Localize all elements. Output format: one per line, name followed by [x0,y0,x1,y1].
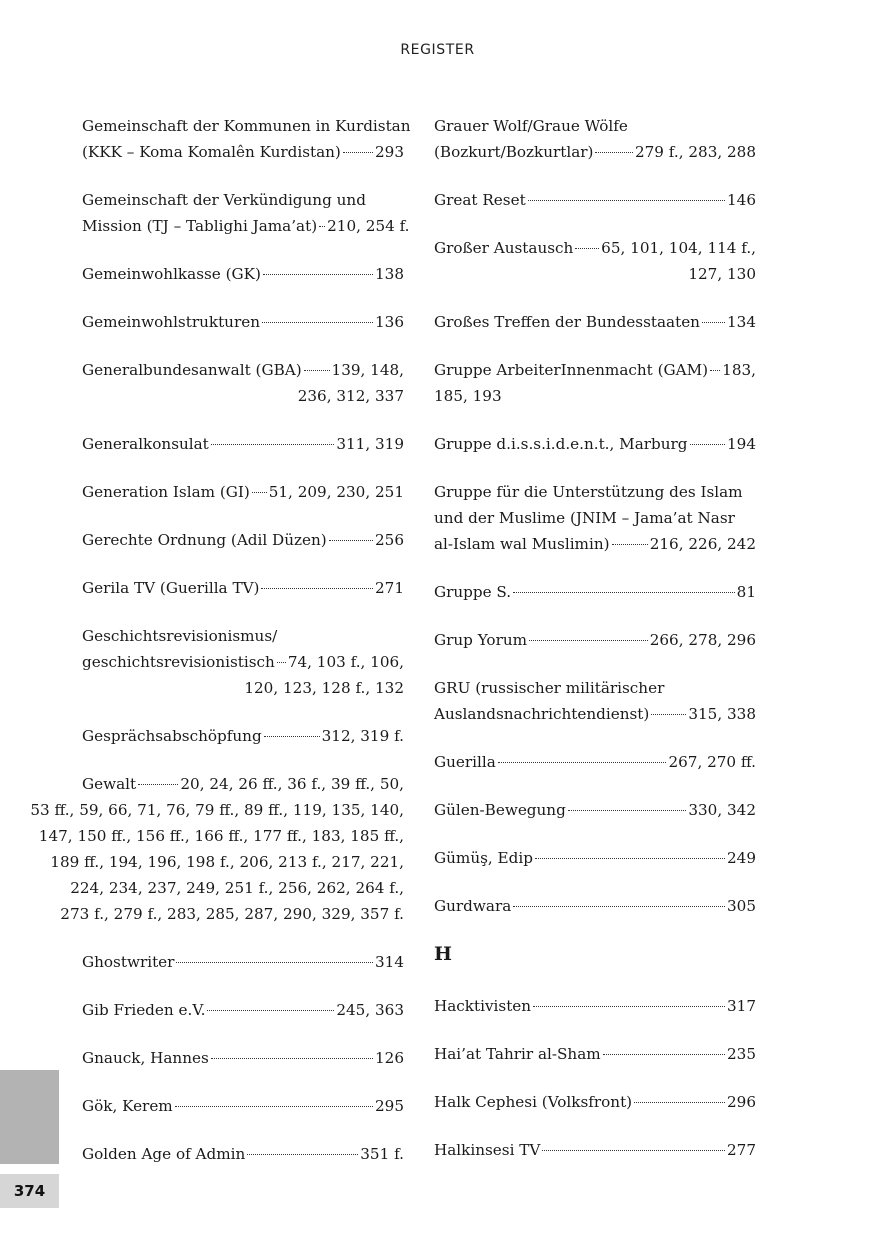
entry-term-line [82,431,404,457]
index-entry [82,113,411,165]
entry-term-line [434,845,756,871]
entry-term-line [82,1093,404,1119]
entry-pages-continued: 273 f., 279 f., 283, 285, 287, 290, 329, 357 f. [60,905,404,923]
index-entry [82,1141,404,1167]
entry-term: Gök, Kerem [82,1097,173,1115]
entry-line: und der Muslime (JNIM – Jama’at Nasr [434,509,735,527]
index-entry [434,893,756,919]
entry-term: Gerechte Ordnung (Adil Düzen) [82,531,327,549]
dot-leader [277,647,286,663]
entry-term-line [82,1045,404,1071]
entry-term-line [82,997,404,1023]
entry-pages: 296 [727,1093,756,1111]
index-entry [434,845,756,871]
index-entry [434,797,756,823]
entry-term: Großes Treffen der Bundesstaaten [434,313,700,331]
dot-leader [211,429,335,445]
entry-term-line [434,627,756,653]
dot-leader [176,947,373,963]
entry-pages: 266, 278, 296 [649,631,756,649]
entry-term-line [82,139,404,165]
entry-term: Grup Yorum [434,631,528,649]
entry-term-line [434,235,756,261]
entry-pages: 139, 148, [331,361,404,379]
entry-pages-continued: 236, 312, 337 [297,387,404,405]
entry-term: Great Reset [434,191,526,209]
entry-term-line [434,993,756,1019]
entry-term: Generation Islam (GI) [82,483,250,501]
entry-term: Generalbundesanwalt (GBA) [82,361,302,379]
entry-pages-continued: 224, 234, 237, 249, 251 f., 256, 262, 264 f., [70,879,404,897]
entry-line: Grauer Wolf/Graue Wölfe [434,117,628,135]
dot-leader [207,995,334,1011]
entry-term: Halkinsesi TV [434,1141,541,1159]
entry-term: (KKK – Koma Komalên Kurdistan) [82,143,341,161]
dot-leader [262,307,373,323]
entry-pages-continued: 189 ff., 194, 196, 198 f., 206, 213 f., 217, 221, [50,853,404,871]
entry-pages: 134 [727,313,756,331]
entry-term-line [82,949,404,975]
entry-term-line [82,527,404,553]
index-entry [434,579,756,605]
entry-pages: 81 [736,583,756,601]
entry-term: Hacktivisten [434,997,532,1015]
index-entry [82,479,404,505]
entry-term-line [434,309,756,335]
entry-pages: 74, 103 f., 106, [287,653,404,671]
entry-line: Gemeinschaft der Kommunen in Kurdistan [82,117,411,135]
entry-term-line [434,893,756,919]
entry-pages: 126 [375,1049,404,1067]
entry-term: (Bozkurt/Bozkurtlar) [434,143,594,161]
entry-line: Geschichtsrevisionismus/ [82,627,278,645]
entry-term-line [434,1137,756,1163]
entry-term-line [434,431,756,457]
index-entry [434,309,756,335]
entry-pages-continued: 127, 130 [688,265,756,283]
entry-term: Großer Austausch [434,239,574,257]
entry-pages: 194 [727,435,756,453]
entry-pages: 351 f. [360,1145,404,1163]
entry-term-line [82,479,404,505]
entry-term: Gib Frieden e.V. [82,1001,206,1019]
dot-leader [603,1039,725,1055]
entry-term: Gerila TV (Guerilla TV) [82,579,260,597]
dot-leader [702,307,725,323]
dot-leader [710,355,720,371]
entry-term: Golden Age of Admin [82,1145,246,1163]
dot-leader [319,211,325,227]
entry-line: Gemeinschaft der Verkündigung und [82,191,366,209]
entry-term: Gemeinwohlstrukturen [82,313,260,331]
entry-pages: 256 [375,531,404,549]
entry-term: Gesprächsabschöpfung [82,727,262,745]
dot-leader [211,1043,373,1059]
entry-pages: 305 [727,897,756,915]
entry-term-line [434,797,756,823]
index-entry [434,187,756,213]
dot-leader [263,259,373,275]
dot-leader [513,577,735,593]
entry-pages: 136 [375,313,404,331]
entry-term: al-Islam wal Muslimin) [434,535,610,553]
entry-term-line [82,649,404,675]
entry-term-line [434,357,756,383]
index-entry [434,1041,756,1067]
entry-pages: 295 [375,1097,404,1115]
entry-pages: 65, 101, 104, 114 f., [601,239,756,257]
entry-term: Gewalt [82,775,137,793]
dot-leader [535,843,725,859]
entry-term-line [82,723,404,749]
entry-pages: 271 [375,579,404,597]
entry-term-line [434,1041,756,1067]
running-header: REGISTER [400,42,475,58]
dot-leader [138,769,178,785]
entry-line: GRU (russischer militärischer [434,679,665,697]
dot-leader [343,137,373,153]
index-entry [82,527,404,553]
entry-pages: 330, 342 [688,801,756,819]
entry-pages: 293 [375,143,404,161]
entry-pages: 210, 254 f. [327,217,410,235]
entry-term: geschichtsrevisionistisch [82,653,275,671]
entry-pages-continued: 53 ff., 59, 66, 71, 76, 79 ff., 89 ff., 119, 135, 140, [30,801,404,819]
section-letter: H [434,943,452,965]
index-entry [82,997,404,1023]
dot-leader [252,477,267,493]
entry-term: Gnauck, Hannes [82,1049,209,1067]
entry-pages: 20, 24, 26 ff., 36 f., 39 ff., 50, [180,775,404,793]
entry-term: Gülen-Bewegung [434,801,566,819]
entry-pages: 138 [375,265,404,283]
dot-leader [634,1087,725,1103]
index-entry [82,1093,404,1119]
index-entry [434,993,756,1019]
index-entry [82,431,404,457]
dot-leader [542,1135,725,1151]
dot-leader [175,1091,373,1107]
entry-term-line [82,357,404,383]
entry-pages: 317 [727,997,756,1015]
entry-pages-continued: 185, 193 [434,387,502,405]
entry-term: Gruppe ArbeiterInnenmacht (GAM) [434,361,709,379]
page-number: 374 [0,1174,59,1208]
dot-leader [533,991,725,1007]
dot-leader [651,699,686,715]
entry-pages: 315, 338 [688,705,756,723]
entry-term-line [82,261,404,287]
entry-pages: 245, 363 [336,1001,404,1019]
index-entry [434,113,756,165]
index-column-right [434,113,756,1185]
entry-pages: 267, 270 ff. [668,753,756,771]
index-entry [434,1137,756,1163]
entry-line: Gruppe für die Unterstützung des Islam [434,483,743,501]
dot-leader [612,529,648,545]
index-entry [82,261,404,287]
entry-term: Gruppe d.i.s.s.i.d.e.n.t., Marburg [434,435,688,453]
index-entry [82,723,404,749]
entry-term: Gurdwara [434,897,512,915]
entry-term-line [434,187,756,213]
entry-pages: 312, 319 f. [321,727,404,745]
dot-leader [247,1139,358,1155]
index-entry [434,1089,756,1115]
entry-pages: 249 [727,849,756,867]
entry-term: Mission (TJ – Tablighi Jama’at) [82,217,318,235]
entry-term: Guerilla [434,753,496,771]
index-entry [434,675,756,727]
dot-leader [575,233,599,249]
dot-leader [568,795,687,811]
entry-pages: 146 [727,191,756,209]
index-entry [434,479,756,557]
entry-term: Gemeinwohlkasse (GK) [82,265,261,283]
entry-term-line [434,579,756,605]
entry-term-line [434,701,756,727]
index-entry [82,1045,404,1071]
dot-leader [498,747,667,763]
entry-pages: 277 [727,1141,756,1159]
entry-term: Generalkonsulat [82,435,209,453]
dot-leader [329,525,373,541]
dot-leader [690,429,725,445]
index-entry [82,357,404,409]
entry-term-line [434,1089,756,1115]
entry-term: Auslandsnachrichtendienst) [434,705,650,723]
entry-term: Hai’at Tahrir al-Sham [434,1045,601,1063]
index-entry [434,357,756,409]
index-entry [82,187,410,239]
index-entry [434,235,756,287]
entry-pages: 311, 319 [336,435,404,453]
entry-pages-continued: 147, 150 ff., 156 ff., 166 ff., 177 ff., 183, 185 ff., [38,827,404,845]
entry-term-line [82,575,404,601]
entry-term-line [434,139,756,165]
dot-leader [529,625,648,641]
entry-pages-continued: 120, 123, 128 f., 132 [244,679,404,697]
entry-term: Gümüş, Edip [434,849,533,867]
index-entry [434,627,756,653]
dot-leader [261,573,373,589]
entry-term-line [82,1141,404,1167]
entry-term-line [434,749,756,775]
index-entry [30,771,404,927]
index-entry [82,949,404,975]
entry-term: Gruppe S. [434,583,512,601]
entry-term-line [82,213,410,239]
dot-leader [264,721,320,737]
entry-pages: 51, 209, 230, 251 [268,483,404,501]
dot-leader [304,355,330,371]
entry-term: Ghostwriter [82,953,175,971]
dot-leader [513,891,725,907]
index-entry [82,623,404,701]
dot-leader [528,185,725,201]
entry-pages: 279 f., 283, 288 [634,143,756,161]
entry-pages: 314 [375,953,404,971]
thumb-index-tab [0,1070,59,1164]
entry-pages: 216, 226, 242 [649,535,756,553]
dot-leader [595,137,633,153]
entry-term-line [82,309,404,335]
entry-term-line [82,771,404,797]
index-column-left [30,113,411,1189]
entry-term: Halk Cephesi (Volksfront) [434,1093,633,1111]
index-entry [82,309,404,335]
index-entry [434,431,756,457]
index-entry [82,575,404,601]
entry-pages: 235 [727,1045,756,1063]
entry-term-line [434,531,756,557]
entry-pages: 183, [722,361,756,379]
index-entry [434,749,756,775]
